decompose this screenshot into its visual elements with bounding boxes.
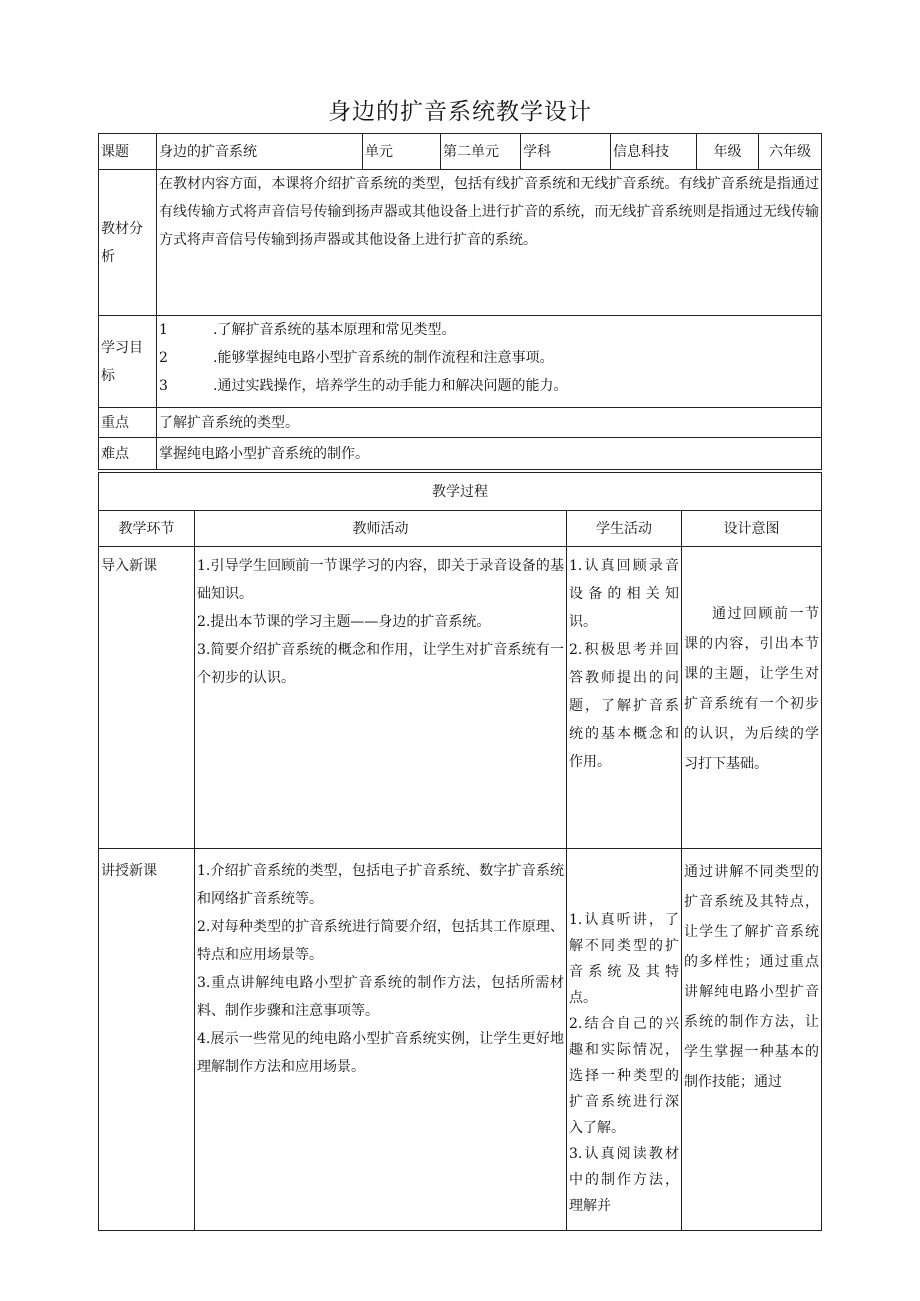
difficulty-text: 掌握纯电路小型扩音系统的制作。 — [157, 438, 822, 470]
design-intent-cell: 通过回顾前一节课的内容，引出本节课的主题，让学生对扩音系统有一个初步的认识，为后续的学习打下基础。 — [682, 547, 822, 849]
analysis-text: 在教材内容方面，本课将介绍扩音系统的类型，包括有线扩音系统和无线扩音系统。有线扩音系统是指通过有线传输方式将声音信号传输到扬声器或其他设备上进行扩音的系统，而无线扩音系统则是指通过无线传输方式将声音信号传输到扬声器或其他设备上进行扩音的系统。 — [157, 170, 822, 316]
student-activity-cell: 1.认真回顾录音设备的相关知识。 2.积极思考并回答教师提出的问题，了解扩音系统的基本概念和作用。 — [567, 547, 682, 849]
teacher-activity-cell: 1.引导学生回顾前一节课学习的内容，即关于录音设备的基础知识。 2.提出本节课的学习主题——身边的扩音系统。 3.简要介绍扩音系统的概念和作用，让学生对扩音系统有一个初步的认识。 — [195, 547, 567, 849]
stage-cell: 导入新课 — [99, 547, 195, 849]
unit-label: 单元 — [363, 134, 441, 170]
analysis-label: 教材分析 — [99, 170, 157, 316]
table-row — [99, 849, 822, 1231]
column-header-student: 学生活动 — [567, 511, 682, 547]
goal-item: 2 .能够掌握纯电路小型扩音系统的制作流程和注意事项。 — [159, 350, 554, 366]
goal-item: 1 .了解扩音系统的基本原理和常见类型。 — [159, 322, 456, 338]
grade-label: 年级 — [697, 134, 759, 170]
goal-item: 3 .通过实践操作，培养学生的动手能力和解决问题的能力。 — [159, 378, 568, 394]
topic-value: 身边的扩音系统 — [157, 134, 363, 170]
column-header-teacher: 教师活动 — [195, 511, 567, 547]
grade-value: 六年级 — [759, 134, 822, 170]
subject-value: 信息科技 — [611, 134, 697, 170]
table-row — [99, 547, 822, 849]
column-header-stage: 教学环节 — [99, 511, 195, 547]
goals-label: 学习目标 — [99, 316, 157, 408]
process-heading: 教学过程 — [99, 473, 822, 511]
teacher-activity-cell: 1.介绍扩音系统的类型，包括电子扩音系统、数字扩音系统和网络扩音系统等。 2.对每种类型的扩音系统进行简要介绍，包括其工作原理、特点和应用场景等。 3.重点讲解纯电路小型扩音系统的制作方法，包括所需材料、制作步骤和注意事项等。 4.展示一些常见的纯电路小型扩音系统实例，让学生更好地理解制作方法和应用场景。 — [195, 849, 567, 1231]
difficulty-label: 难点 — [99, 438, 157, 470]
teaching-process-table — [98, 472, 822, 1231]
topic-label: 课题 — [99, 134, 157, 170]
goals-list — [157, 316, 822, 408]
column-header-intent: 设计意图 — [682, 511, 822, 547]
document-title: 身边的扩音系统教学设计 — [328, 99, 592, 125]
key-text: 了解扩音系统的类型。 — [157, 408, 822, 438]
design-intent-cell: 通过讲解不同类型的扩音系统及其特点，让学生了解扩音系统的多样性；通过重点讲解纯电路小型扩音系统的制作方法，让学生掌握一种基本的制作技能；通过 — [682, 849, 822, 1231]
student-activity-cell: 1.认真听讲，了解不同类型的扩音系统及其特点。 2.结合自己的兴趣和实际情况，选择一种类型的扩音系统进行深入了解。 3.认真阅读教材中的制作方法，理解并 — [567, 849, 682, 1231]
stage-cell: 讲授新课 — [99, 849, 195, 1231]
subject-label: 学科 — [521, 134, 611, 170]
key-label: 重点 — [99, 408, 157, 438]
unit-value: 第二单元 — [441, 134, 521, 170]
course-info-table — [98, 133, 822, 470]
